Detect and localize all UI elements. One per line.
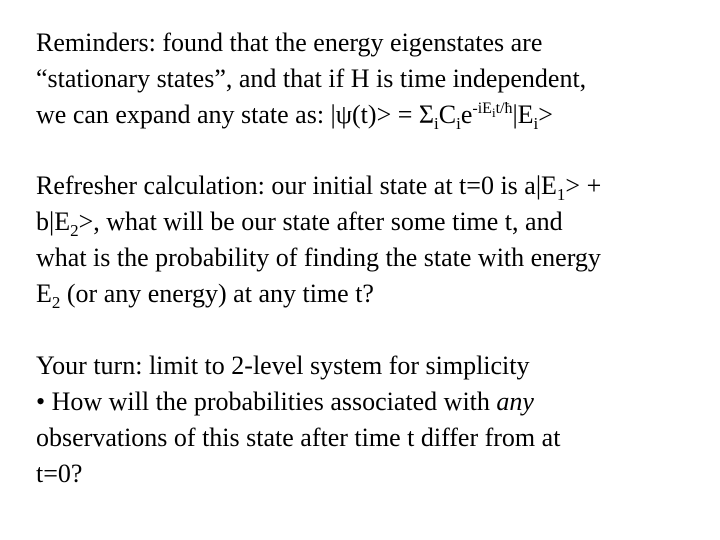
refresher-paragraph [36, 168, 706, 312]
refresher-line-2-suffix: >, what will be our state after some time t, and [78, 207, 563, 236]
your-turn-paragraph [36, 348, 706, 492]
your-turn-bullet-line [36, 384, 706, 420]
energy-index-2: 2 [70, 221, 79, 240]
reminders-line-2: “stationary states”, and that if H is time independent, [36, 64, 587, 93]
formula-prefix: we can expand any state as: |ψ(t)> = Σ [36, 100, 435, 129]
exponent-tail: t/ħ [495, 100, 513, 117]
ket-index: i [533, 114, 539, 133]
refresher-line-3: what is the probability of finding the state with energy [36, 243, 601, 272]
refresher-line-4 [36, 276, 706, 312]
refresher-line-2 [36, 204, 706, 240]
your-turn-line-1: Your turn: limit to 2-level system for simplicity [36, 351, 530, 380]
refresher-line-4-prefix: E [36, 279, 52, 308]
expansion-formula-line [36, 97, 706, 133]
exponent-index: i [491, 105, 496, 120]
coefficient-index: i [456, 114, 461, 133]
refresher-line-2-prefix: b|E [36, 207, 71, 236]
ket-open: |E [512, 100, 534, 129]
your-turn-line-4: t=0? [36, 459, 83, 488]
refresher-line-1-text: Refresher calculation: our initial state at t=0 is a|E [36, 171, 557, 200]
ket-close: > [538, 100, 553, 129]
sum-index: i [434, 114, 439, 133]
refresher-line-1 [36, 168, 706, 204]
refresher-line-4-suffix: (or any energy) at any time t? [60, 279, 374, 308]
emphasis-any: any [496, 387, 534, 416]
coefficient: C [438, 100, 457, 129]
exponent [472, 100, 513, 120]
refresher-line-1-suffix: > + [565, 171, 602, 200]
exponent-text: -iE [472, 100, 492, 117]
reminders-paragraph [36, 25, 706, 133]
your-turn-line-3: observations of this state after time t differ from at [36, 423, 561, 452]
exponential-base: e [460, 100, 473, 129]
energy-index-1: 1 [556, 185, 566, 204]
energy-index-2b: 2 [51, 293, 61, 312]
bullet-text: • How will the probabilities associated with [36, 387, 497, 416]
reminders-line-1: Reminders: found that the energy eigenstates are [36, 28, 543, 57]
